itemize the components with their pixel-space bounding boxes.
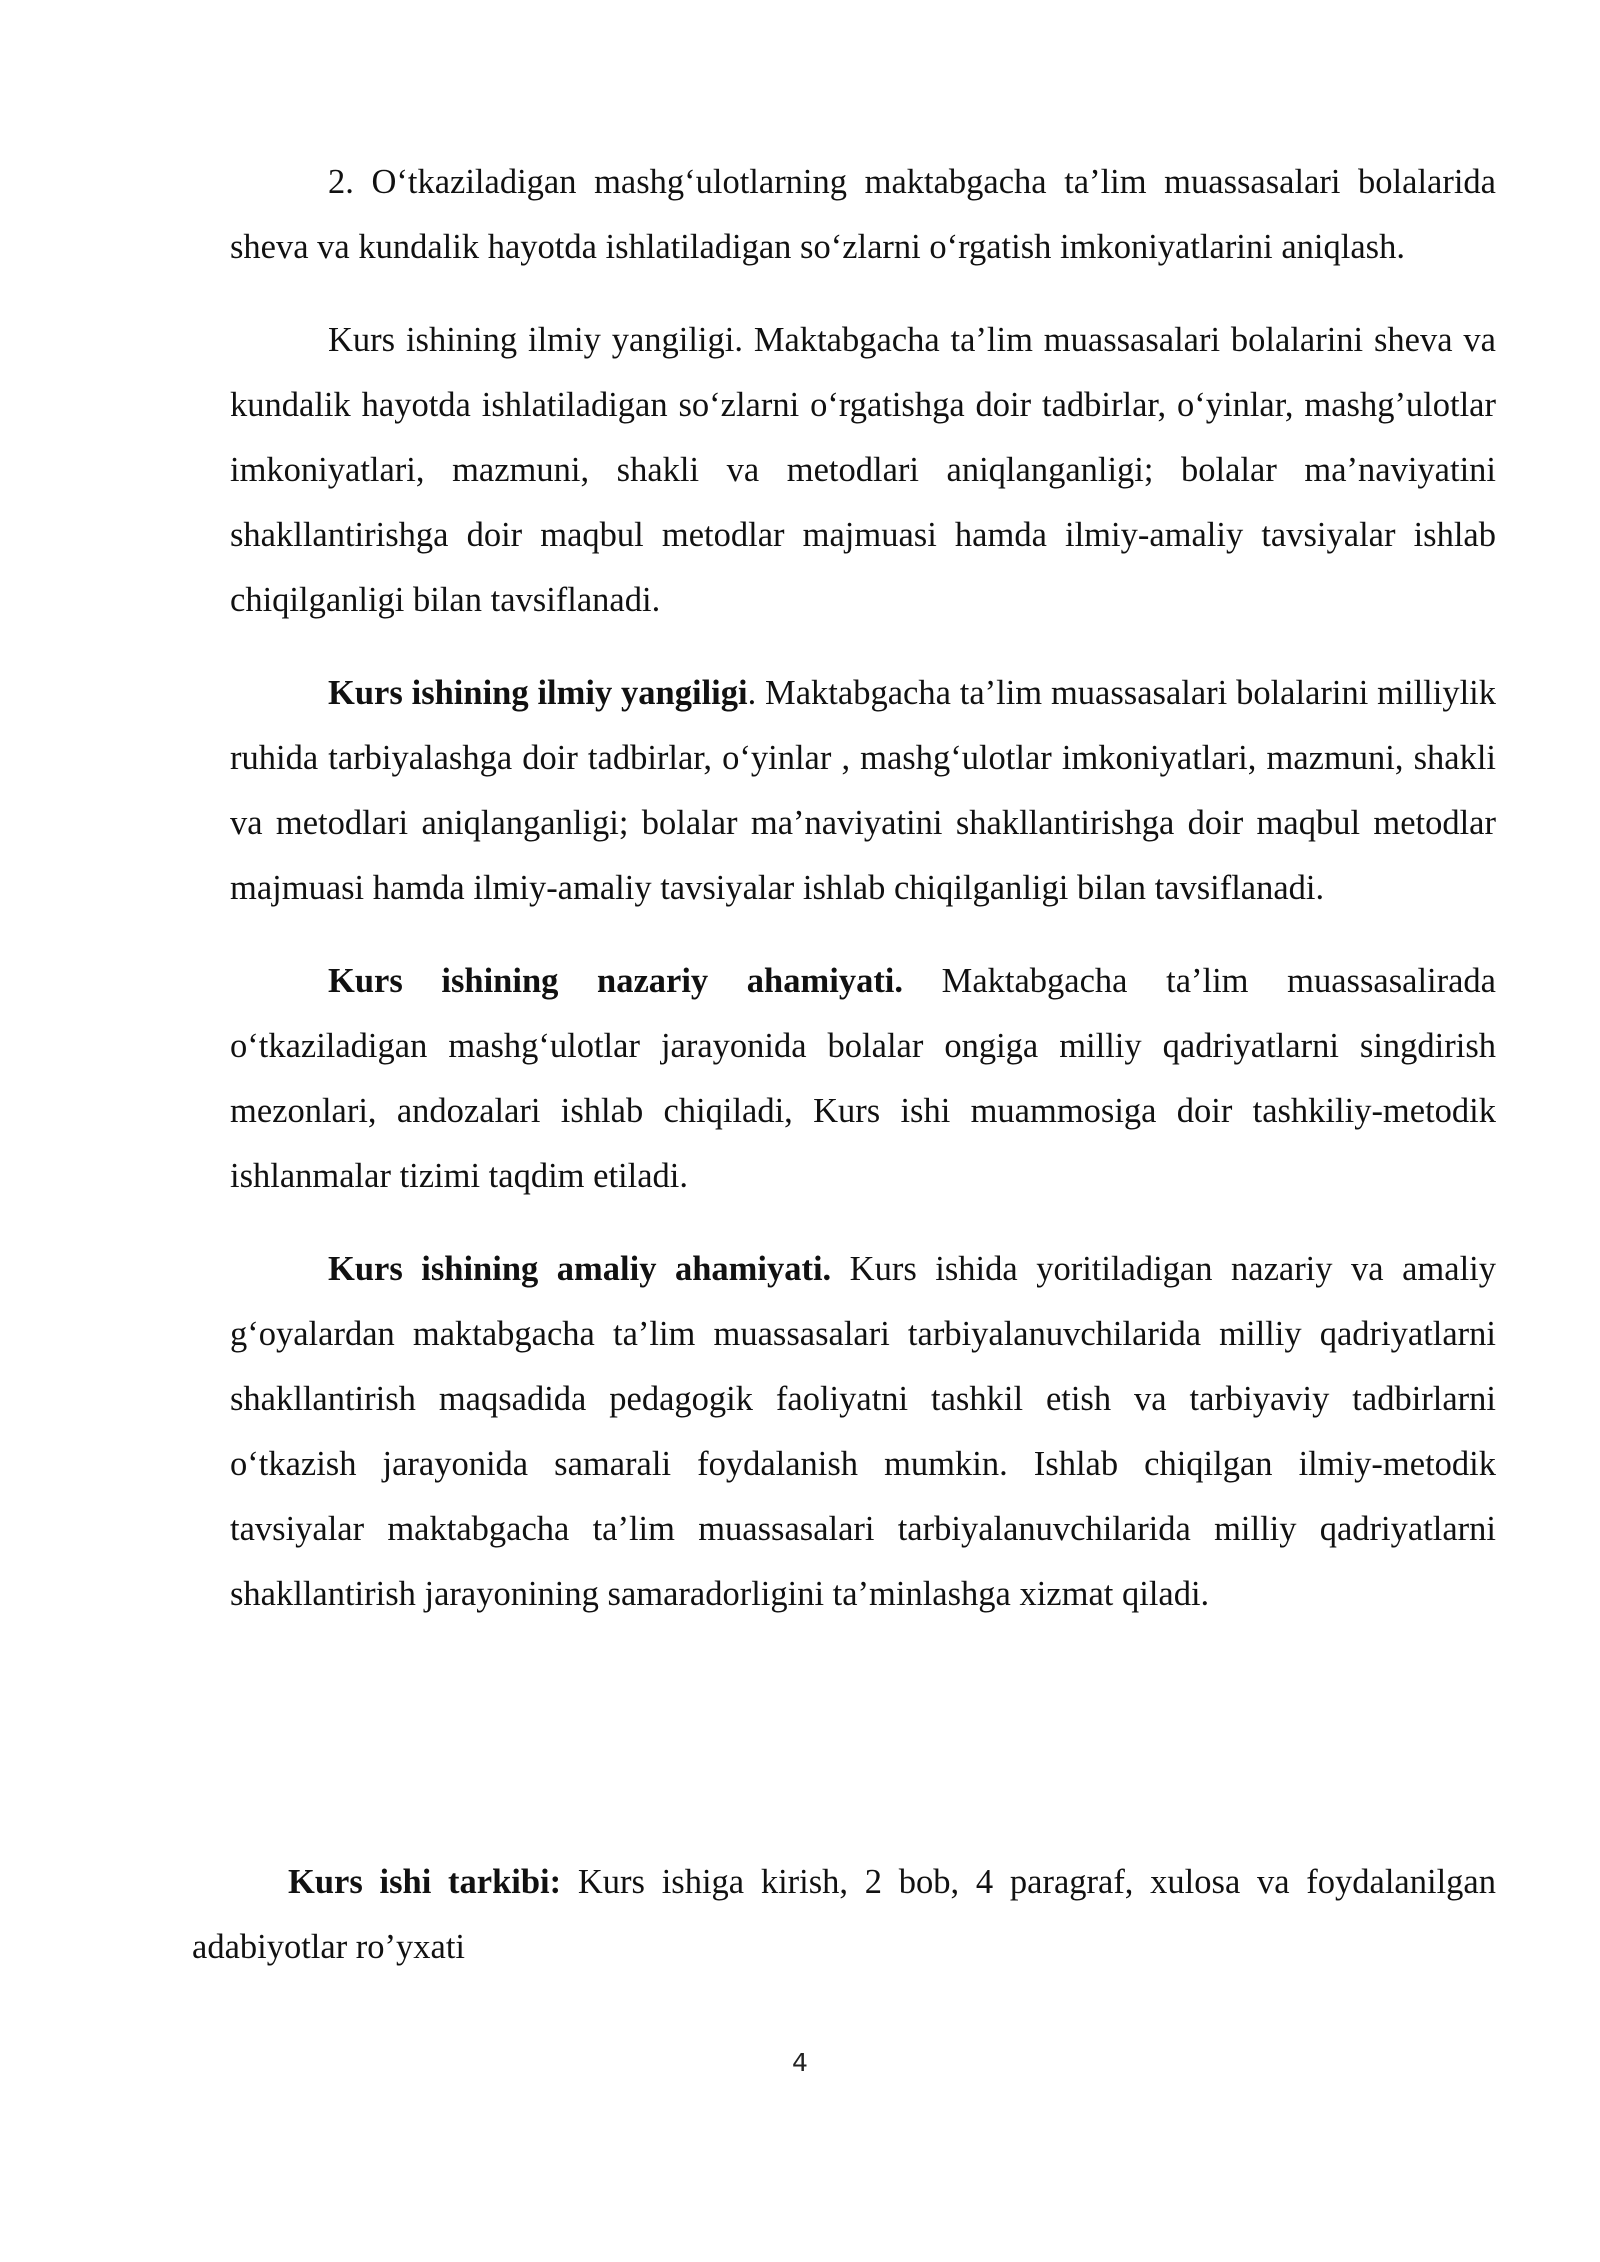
document-body	[230, 150, 1496, 1655]
paragraph-heading: Kurs ishining ilmiy yangiligi	[328, 674, 748, 712]
paragraph-scientific-novelty	[230, 661, 1496, 921]
paragraph-heading: Kurs ishining amaliy ahamiyati.	[328, 1250, 832, 1288]
paragraph-heading: Kurs ishining nazariy ahamiyati.	[328, 962, 904, 1000]
paragraph-text: 2. O‘tkaziladigan mashg‘ulotlarning maktabgacha ta’lim muassasalari bolalarida sheva va kundalik hayotda ishlatiladigan so‘zlarni o‘rgatish imkoniyatlarini aniqlash.	[230, 163, 1496, 266]
paragraph-text: Kurs ishiga kirish, 2 bob, 4 paragraf, xulosa va foydalanilgan adabiyotlar ro’yxati	[192, 1863, 1496, 1966]
paragraph-practical-significance	[230, 1237, 1496, 1627]
paragraph-structure	[192, 1850, 1496, 1980]
paragraph-text: Maktabgacha ta’lim muassasalirada o‘tkaziladigan mashg‘ulotlar jarayonida bolalar ongiga milliy qadriyatlarni singdirish mezonlari, andozalari ishlab chiqiladi, Kurs ishi muammosiga doir tashkiliy-metodik ishlanmalar tizimi taqdim etiladi.	[230, 962, 1496, 1195]
paragraph-heading: Kurs ishi tarkibi:	[288, 1863, 562, 1901]
page-number: 4	[792, 2048, 808, 2077]
paragraph-text: . Maktabgacha ta’lim muassasalari bolalarini milliylik ruhida tarbiyalashga doir tadbirlar, o‘yinlar , mashg‘ulotlar imkoniyatlari, mazmuni, shakli va metodlari aniqlanganligi; bolalar ma’naviyatini shakllantirishga doir maqbul metodlar majmuasi hamda ilmiy-amaliy tavsiyalar ishlab chiqilganligi bilan tavsiflanadi.	[230, 674, 1496, 907]
paragraph-text: Kurs ishining ilmiy yangiligi. Maktabgacha ta’lim muassasalari bolalarini sheva va kundalik hayotda ishlatiladigan so‘zlarni o‘rgatishga doir tadbirlar, o‘yinlar, mashg’ulotlar imkoniyatlari, mazmuni, shakli va metodlari aniqlanganligi; bolalar ma’naviyatini shakllantirishga doir maqbul metodlar majmuasi hamda ilmiy-amaliy tavsiyalar ishlab chiqilganligi bilan tavsiflanadi.	[230, 321, 1496, 619]
paragraph-objective-2	[230, 150, 1496, 280]
paragraph-theoretical-significance	[230, 949, 1496, 1209]
paragraph-text: Kurs ishida yoritiladigan nazariy va amaliy g‘oyalardan maktabgacha ta’lim muassasalari tarbiyalanuvchilarida milliy qadriyatlarni shakllantirish maqsadida pedagogik faoliyatni tashkil etish va tarbiyaviy tadbirlarni o‘tkazish jarayonida samarali foydalanish mumkin. Ishlab chiqilgan ilmiy-metodik tavsiyalar maktabgacha ta’lim muassasalari tarbiyalanuvchilarida milliy qadriyatlarni shakllantirish jarayonining samaradorligini ta’minlashga xizmat qiladi.	[230, 1250, 1496, 1613]
paragraph-scientific-novelty-plain	[230, 308, 1496, 633]
